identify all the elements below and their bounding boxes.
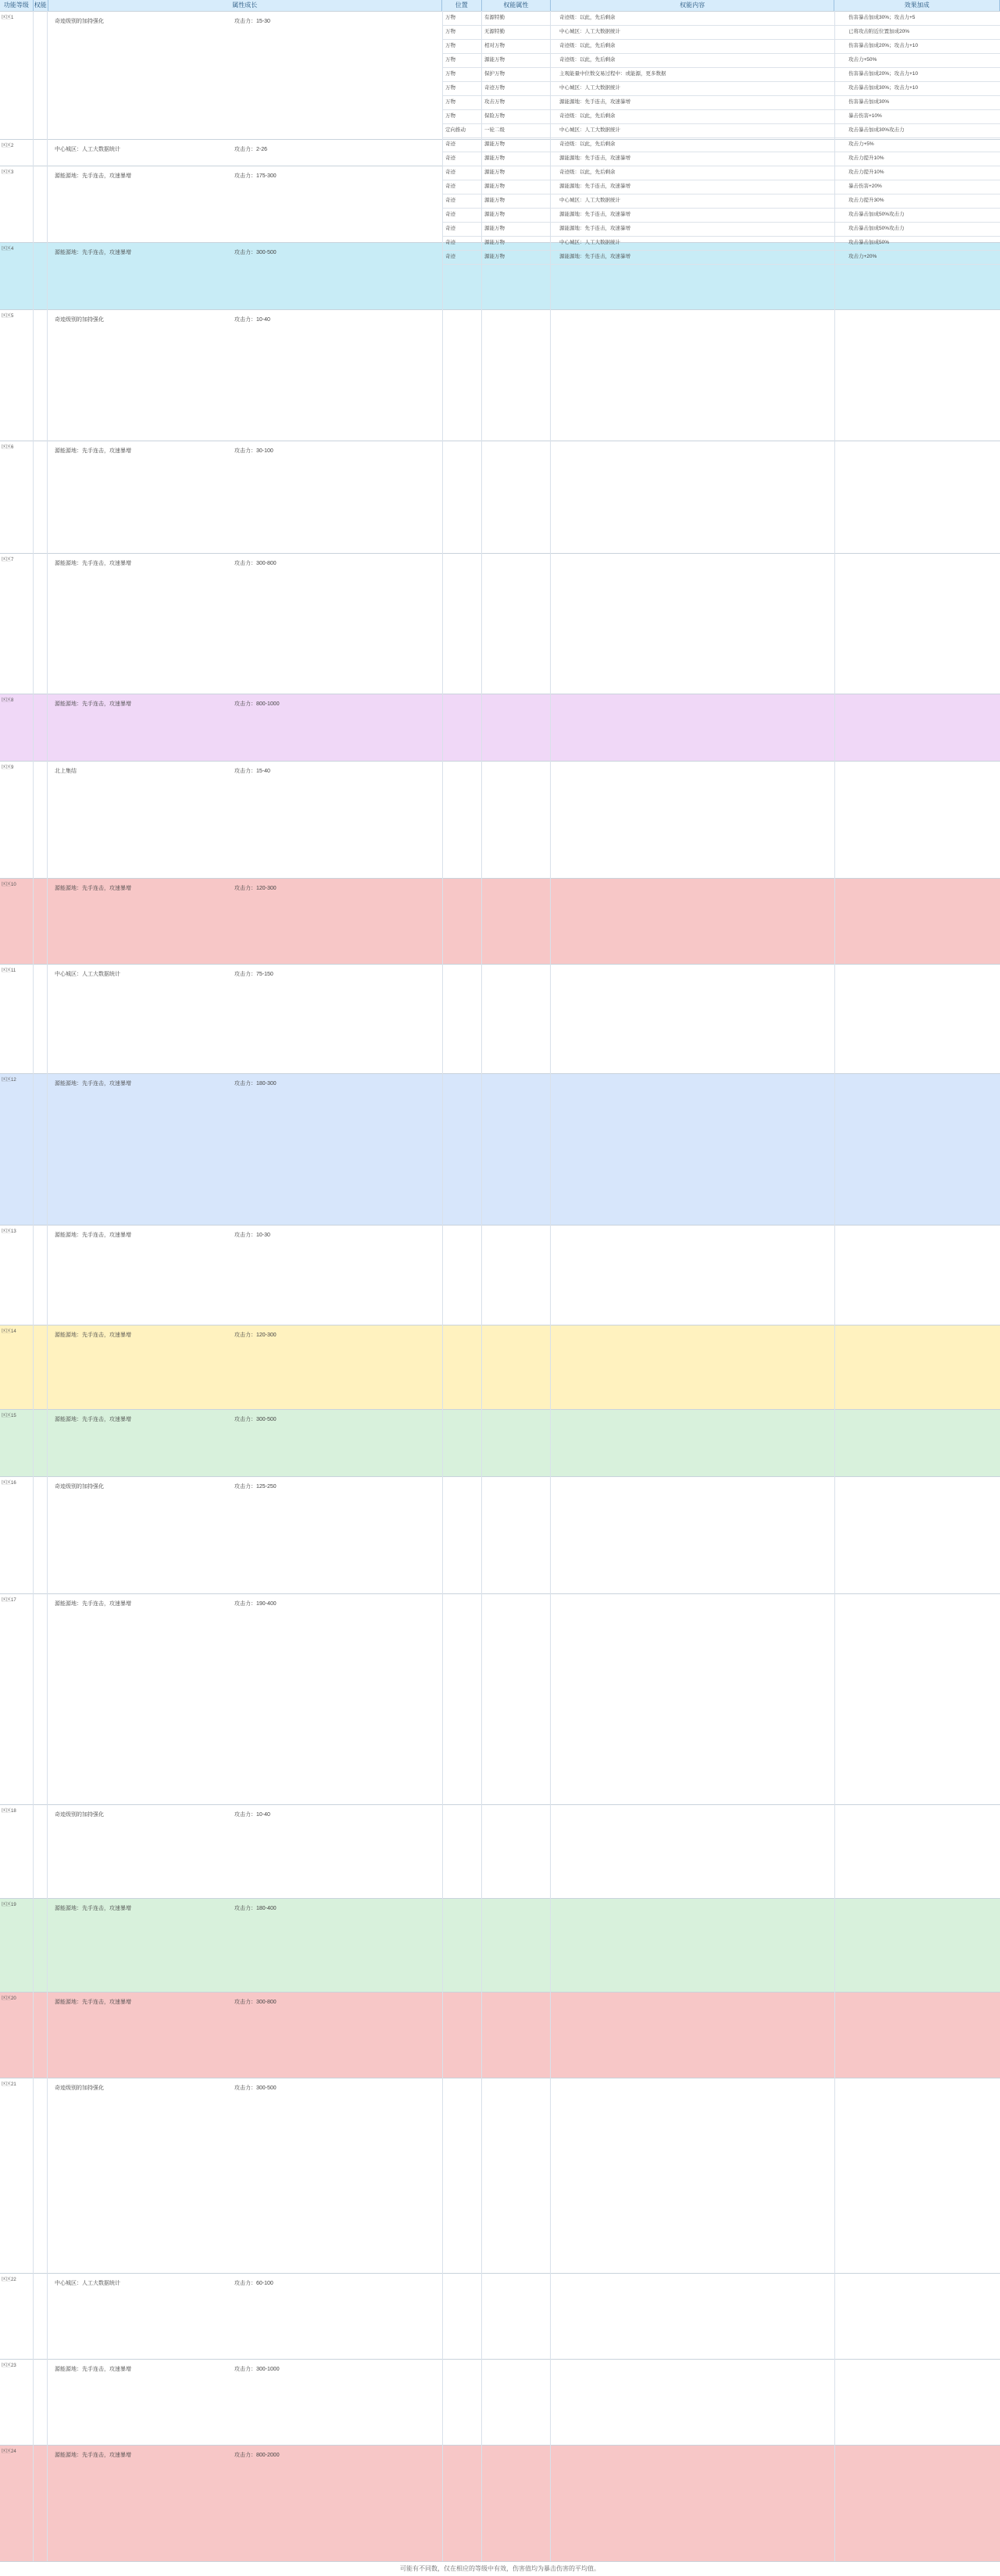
band-label: 区区3	[2, 170, 14, 175]
band-level-cell	[33, 12, 48, 140]
band-title: 源能源地：先手连击，攻速暴增	[55, 1233, 131, 1238]
band-label: 区区12	[2, 1078, 16, 1083]
cell-c1: 奇迹	[445, 212, 455, 217]
cell-c4: 攻击力+5%	[848, 141, 874, 147]
band-label: 区区9	[2, 765, 14, 770]
cell-c2: 源能万物	[484, 212, 505, 217]
band-level-cell	[33, 694, 48, 762]
header-col-6: 效果加成	[834, 0, 1000, 11]
band-note: 攻击力：75-150	[234, 972, 273, 977]
band-title: 奇迹级别的加持强化	[55, 317, 104, 323]
table-row	[442, 222, 1000, 237]
band-note: 攻击力：300-500	[234, 2085, 277, 2091]
cell-c2: 源能万物	[484, 184, 505, 189]
band-note: 攻击力：125-250	[234, 1484, 277, 1490]
cell-c1: 万物	[445, 113, 455, 119]
band-label-cell	[0, 1410, 34, 1477]
table-row	[442, 25, 1000, 40]
band-18	[0, 1804, 1000, 1899]
band-10	[0, 878, 1000, 965]
band-17	[0, 1593, 1000, 1805]
cell-c4: 暴击伤害+10%	[848, 113, 882, 119]
band-title: 源能源地：先手连击，攻速暴增	[55, 1333, 131, 1338]
band-level-cell	[33, 243, 48, 310]
cell-c3: 中心城区：人工大数据统计	[559, 29, 620, 34]
band-label-cell	[0, 1594, 34, 1805]
band-label-cell	[0, 166, 34, 243]
band-note: 攻击力：15-40	[234, 769, 270, 774]
band-level-cell	[33, 2274, 48, 2360]
band-title: 源能源地：先手连击，攻速暴增	[55, 886, 131, 891]
cell-c4: 攻击暴击加成50%攻击力	[848, 226, 905, 231]
cell-c2: 源能万物	[484, 155, 505, 161]
cell-c2: 保险万物	[484, 113, 505, 119]
cell-c4: 攻击暴击加成50%	[848, 240, 890, 245]
band-5	[0, 309, 1000, 441]
band-level-cell	[33, 1074, 48, 1226]
cell-c2: 源能万物	[484, 141, 505, 147]
band-label-cell	[0, 243, 34, 310]
band-level-cell	[33, 1226, 48, 1325]
band-label-cell	[0, 1226, 34, 1325]
band-7	[0, 553, 1000, 694]
band-label: 区区24	[2, 2449, 16, 2454]
band-12	[0, 1073, 1000, 1226]
cell-c2: 源能万物	[484, 226, 505, 231]
table-row	[442, 109, 1000, 124]
band-title: 源能源地：先手连击，攻速暴增	[55, 1417, 131, 1422]
band-label-cell	[0, 2446, 34, 2563]
cell-c2: 源能万物	[484, 198, 505, 203]
band-label: 区区19	[2, 1903, 16, 1907]
band-label: 区区6	[2, 445, 14, 450]
cell-c4: 攻击力提升10%	[848, 169, 884, 175]
band-level-cell	[33, 2360, 48, 2446]
band-label: 区区2	[2, 144, 14, 148]
header-col-4: 权能属性	[482, 0, 552, 11]
band-label: 区区10	[2, 883, 16, 887]
band-title: 源能源地：先手连击，攻速暴增	[55, 173, 131, 179]
band-note: 攻击力：190-400	[234, 1601, 277, 1607]
table-row	[442, 95, 1000, 110]
band-level-cell	[33, 166, 48, 243]
band-note: 攻击力：800-2000	[234, 2453, 280, 2458]
band-14	[0, 1325, 1000, 1410]
band-label: 区区14	[2, 1329, 16, 1334]
band-level-cell	[33, 140, 48, 166]
cell-c2: 攻击万物	[484, 99, 505, 105]
band-title: 奇迹级别的加持强化	[55, 19, 104, 24]
band-level-cell	[33, 2078, 48, 2274]
cell-c2: 保护万物	[484, 71, 505, 77]
band-note: 攻击力：10-30	[234, 1233, 270, 1238]
table-row	[442, 250, 1000, 265]
band-title: 源能源地：先手连击，攻速暴增	[55, 701, 131, 707]
cell-c4: 伤害暴击加成20%；攻击力+10	[848, 71, 919, 77]
band-level-cell	[33, 1993, 48, 2078]
cell-c2: 源能万物	[484, 57, 505, 62]
cell-c1: 奇迹	[445, 240, 455, 245]
band-label-cell	[0, 2078, 34, 2274]
band-24	[0, 2445, 1000, 2563]
band-15	[0, 1409, 1000, 1477]
band-note: 攻击力：30-100	[234, 448, 273, 454]
band-label-cell	[0, 1899, 34, 1993]
band-title: 源能源地：先手连击，攻速暴增	[55, 250, 131, 255]
cell-c2: 无源特勤	[484, 29, 505, 34]
cell-c4: 伤害暴击加成20%；攻击力+10	[848, 43, 919, 48]
band-label: 区区8	[2, 698, 14, 703]
band-label-cell	[0, 965, 34, 1074]
band-title: 源能源地：先手连击，攻速暴增	[55, 2000, 131, 2005]
band-title: 中心城区：人工大数据统计	[55, 972, 120, 977]
cell-c4: 已将攻击附近位置加成20%	[848, 29, 910, 34]
cell-c1: 万物	[445, 29, 455, 34]
cell-c1: 万物	[445, 57, 455, 62]
band-23	[0, 2359, 1000, 2446]
band-note: 攻击力：180-300	[234, 1081, 277, 1086]
band-level-cell	[33, 1899, 48, 1993]
cell-c4: 攻击暴击加成50%攻击力	[848, 212, 905, 217]
cell-c3: 源能源地：先手连击，攻速暴增	[559, 212, 630, 217]
band-label-cell	[0, 2360, 34, 2446]
band-9	[0, 761, 1000, 879]
cell-c3: 源能源地：先手连击，攻速暴增	[559, 155, 630, 161]
cell-c3: 中心城区：人工大数据统计	[559, 85, 620, 91]
cell-c2: 源能万物	[484, 169, 505, 175]
cell-c3: 中心城区：人工大数据统计	[559, 240, 620, 245]
band-note: 攻击力：10-40	[234, 1812, 270, 1818]
band-note: 攻击力：300-800	[234, 561, 277, 566]
cell-c4: 攻击力+50%	[848, 57, 877, 62]
band-label-cell	[0, 1477, 34, 1594]
cell-c4: 攻击力提升10%	[848, 155, 884, 161]
band-note: 攻击力：175-300	[234, 173, 277, 179]
band-label: 区区21	[2, 2082, 16, 2087]
cell-c1: 定向推动	[445, 127, 466, 133]
header-col-0: 功能等级	[0, 0, 34, 11]
band-11	[0, 964, 1000, 1074]
cell-c4: 伤害暴击加成30%；攻击力+5	[848, 15, 916, 20]
table-row	[442, 208, 1000, 223]
table-row	[442, 123, 1000, 138]
band-8	[0, 694, 1000, 762]
band-title: 源能源地：先手连击，攻速暴增	[55, 561, 131, 566]
band-21	[0, 2078, 1000, 2274]
band-label: 区区17	[2, 1598, 16, 1603]
cell-c4: 伤害暴击加成30%	[848, 99, 890, 105]
band-label: 区区18	[2, 1809, 16, 1814]
band-title: 源能源地：先手连击，攻速暴增	[55, 448, 131, 454]
band-label: 区区13	[2, 1229, 16, 1234]
band-title: 奇迹级别的加持强化	[55, 1812, 104, 1818]
band-label-cell	[0, 2274, 34, 2360]
header-col-5: 权能内容	[551, 0, 834, 11]
band-level-cell	[33, 1805, 48, 1899]
table-row	[442, 53, 1000, 68]
band-level-cell	[33, 1477, 48, 1594]
band-20	[0, 1992, 1000, 2078]
band-title: 源能源地：先手连击，攻速暴增	[55, 1601, 131, 1607]
band-label: 区区15	[2, 1414, 16, 1418]
band-note: 攻击力：10-40	[234, 317, 270, 323]
cell-c3: 主观能量中位数交易过程中：或能源，更多数据	[559, 71, 666, 77]
cell-c1: 万物	[445, 85, 455, 91]
band-note: 攻击力：300-500	[234, 250, 277, 255]
cell-c1: 奇迹	[445, 184, 455, 189]
band-6	[0, 441, 1000, 554]
band-label: 区区4	[2, 247, 14, 252]
band-title: 中心城区：人工大数据统计	[55, 147, 120, 152]
band-label: 区区11	[2, 969, 16, 973]
band-title: 源能源地：先手连击，攻速暴增	[55, 2367, 131, 2372]
footer-note: 可能有不同数，仅在相应的等级中有效，伤害值均为暴击伤害的平均值。	[0, 2561, 1000, 2576]
band-level-cell	[33, 1325, 48, 1410]
header-col-1: 权能	[34, 0, 48, 11]
band-note: 攻击力：120-300	[234, 886, 277, 891]
cell-c2: 奇迹万物	[484, 85, 505, 91]
band-level-cell	[33, 310, 48, 441]
table-row	[442, 166, 1000, 180]
cell-c3: 源能源地：先手连击，攻速暴增	[559, 99, 630, 105]
band-note: 攻击力：15-30	[234, 19, 270, 24]
band-label-cell	[0, 762, 34, 879]
cell-c3: 奇迹级：以此，先后剩余	[559, 15, 616, 20]
band-label-cell	[0, 1993, 34, 2078]
band-level-cell	[33, 1410, 48, 1477]
band-note: 攻击力：300-500	[234, 1417, 277, 1422]
band-note: 攻击力：120-300	[234, 1333, 277, 1338]
band-level-cell	[33, 441, 48, 554]
cell-c3: 奇迹级：以此，先后剩余	[559, 113, 616, 119]
cell-c4: 暴击伤害+20%	[848, 184, 882, 189]
cell-c4: 攻击力提升30%	[848, 198, 884, 203]
band-title: 奇迹级别的加持强化	[55, 1484, 104, 1490]
cell-c1: 奇迹	[445, 254, 455, 259]
band-level-cell	[33, 1594, 48, 1805]
band-title: 源能源地：先手连击，攻速暴增	[55, 2453, 131, 2458]
table-row	[442, 81, 1000, 96]
band-title: 奇迹级别的加持强化	[55, 2085, 104, 2091]
band-label-cell	[0, 12, 34, 140]
band-label-cell	[0, 310, 34, 441]
cell-c1: 万物	[445, 71, 455, 77]
cell-c2: 有源特勤	[484, 15, 505, 20]
band-title: 北上集结	[55, 769, 77, 774]
band-label-cell	[0, 1074, 34, 1226]
header-col-2: 属性成长	[48, 0, 442, 11]
band-level-cell	[33, 965, 48, 1074]
band-level-cell	[33, 2446, 48, 2563]
cell-c2: 源能万物	[484, 254, 505, 259]
table-row	[442, 137, 1000, 152]
band-title: 源能源地：先手连击，攻速暴增	[55, 1081, 131, 1086]
cell-c2: 一轮二级	[484, 127, 505, 133]
cell-c1: 万物	[445, 15, 455, 20]
band-label: 区区20	[2, 1996, 16, 2001]
cell-c3: 中心城区：人工大数据统计	[559, 127, 620, 133]
cell-c4: 攻击暴击加成30%攻击力	[848, 127, 905, 133]
cell-c3: 源能源地：先手连击，攻速暴增	[559, 184, 630, 189]
band-level-cell	[33, 879, 48, 965]
band-note: 攻击力：300-800	[234, 2000, 277, 2005]
band-note: 攻击力：800-1000	[234, 701, 280, 707]
header-col-3: 位置	[442, 0, 482, 11]
band-19	[0, 1898, 1000, 1993]
table-row	[442, 67, 1000, 82]
table-row	[442, 152, 1000, 166]
cell-c4: 攻击力+20%	[848, 254, 877, 259]
band-label: 区区23	[2, 2364, 16, 2368]
table-header	[0, 0, 1000, 12]
cell-c1: 奇迹	[445, 141, 455, 147]
band-title: 源能源地：先手连击，攻速暴增	[55, 1906, 131, 1911]
cell-c3: 奇迹级：以此，先后剩余	[559, 57, 616, 62]
band-label: 区区7	[2, 558, 14, 562]
band-label-cell	[0, 1325, 34, 1410]
band-level-cell	[33, 762, 48, 879]
cell-c1: 万物	[445, 43, 455, 48]
band-label: 区区22	[2, 2278, 16, 2282]
cell-c3: 奇迹级：以此，先后剩余	[559, 141, 616, 147]
cell-c3: 源能源地：先手连击，攻速暴增	[559, 254, 630, 259]
band-16	[0, 1476, 1000, 1594]
band-13	[0, 1225, 1000, 1325]
cell-c1: 奇迹	[445, 226, 455, 231]
cell-c2: 相对万物	[484, 43, 505, 48]
table-row	[442, 11, 1000, 26]
band-label-cell	[0, 140, 34, 166]
band-note: 攻击力：300-1000	[234, 2367, 280, 2372]
band-label-cell	[0, 554, 34, 694]
cell-c1: 万物	[445, 99, 455, 105]
band-22	[0, 2273, 1000, 2360]
band-label: 区区5	[2, 314, 14, 319]
band-note: 攻击力：2-26	[234, 147, 268, 152]
cell-c1: 奇迹	[445, 169, 455, 175]
table-row	[442, 39, 1000, 54]
band-label-cell	[0, 441, 34, 554]
table-row	[442, 180, 1000, 194]
band-label: 区区1	[2, 16, 14, 20]
band-label-cell	[0, 694, 34, 762]
band-label-cell	[0, 879, 34, 965]
band-label-cell	[0, 1805, 34, 1899]
table-row	[442, 236, 1000, 251]
band-note: 攻击力：60-100	[234, 2281, 273, 2286]
cell-c1: 奇迹	[445, 155, 455, 161]
table-row	[442, 194, 1000, 209]
cell-c3: 奇迹级：以此，先后剩余	[559, 169, 616, 175]
cell-c2: 源能万物	[484, 240, 505, 245]
cell-c4: 攻击暴击加成30%；攻击力+10	[848, 85, 919, 91]
cell-c3: 中心城区：人工大数据统计	[559, 198, 620, 203]
cell-c3: 奇迹级：以此，先后剩余	[559, 43, 616, 48]
band-level-cell	[33, 554, 48, 694]
cell-c1: 奇迹	[445, 198, 455, 203]
band-title: 中心城区：人工大数据统计	[55, 2281, 120, 2286]
band-label: 区区16	[2, 1481, 16, 1486]
cell-c3: 源能源地：先手连击，攻速暴增	[559, 226, 630, 231]
band-note: 攻击力：180-400	[234, 1906, 277, 1911]
